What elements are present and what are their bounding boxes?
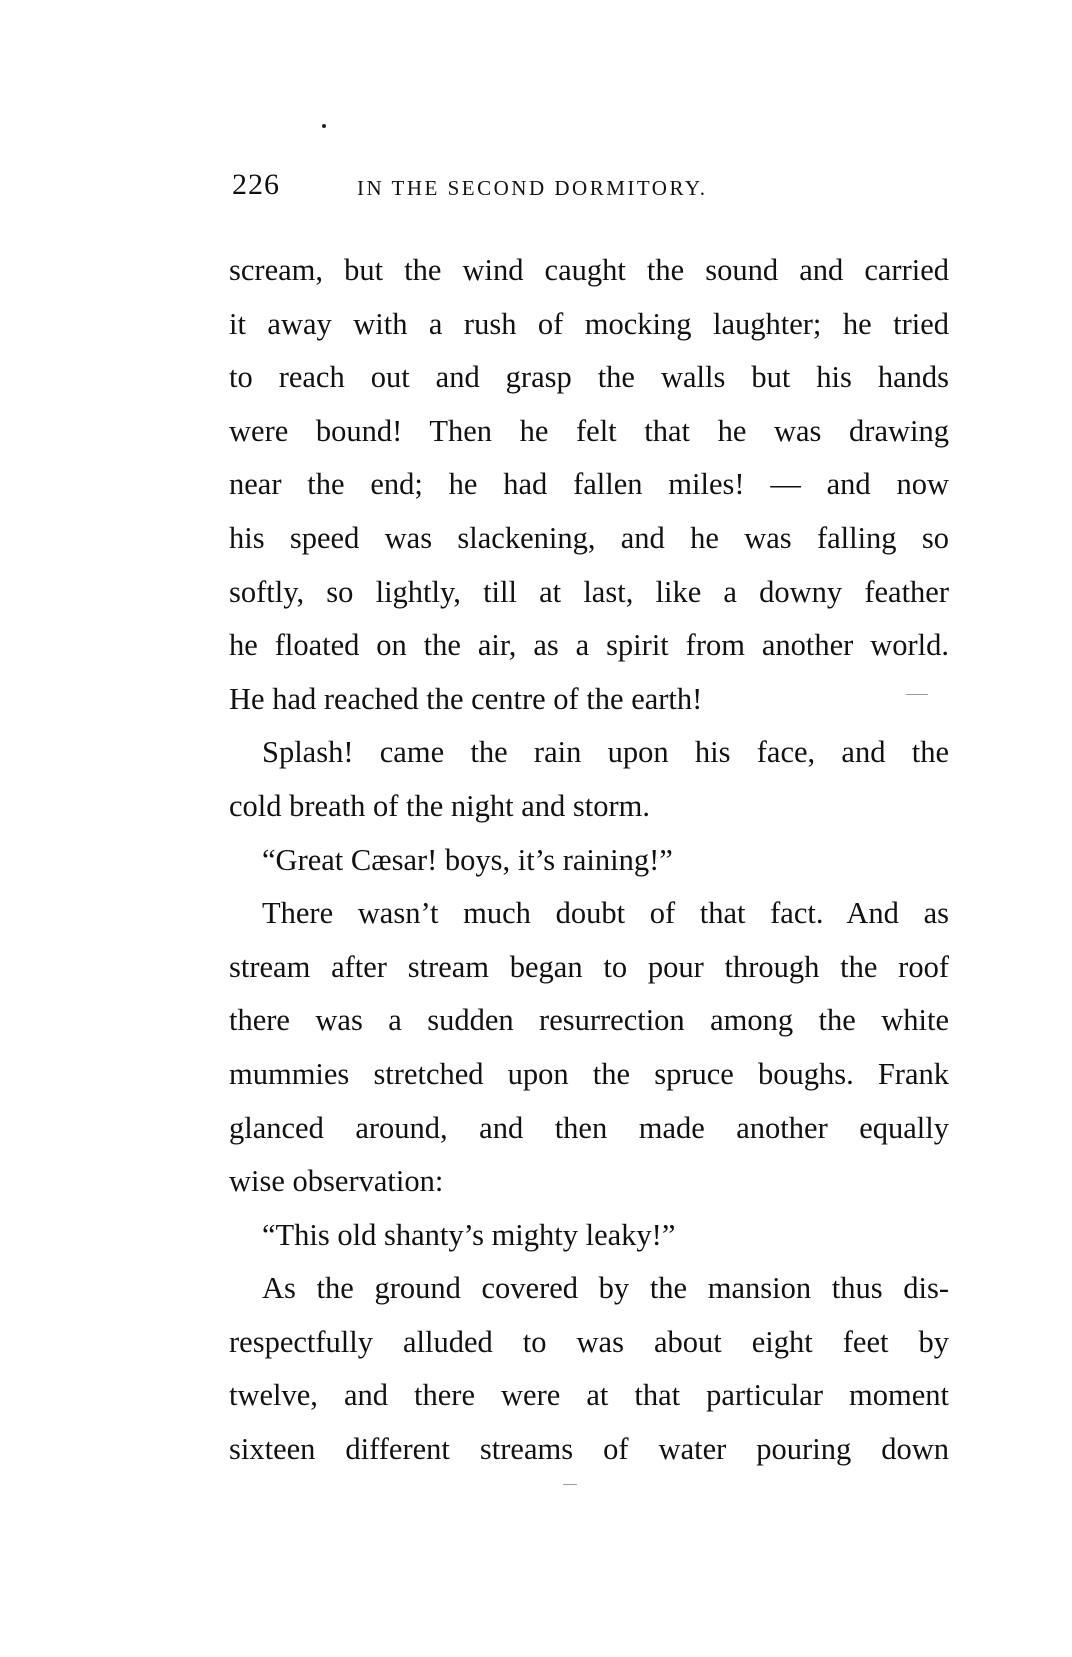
text-line: to reach out and grasp the walls but his hands [229,360,949,395]
text-line: twelve, and there were at that particular moment [229,1378,949,1413]
text-line: softly, so lightly, till at last, like a downy feather [229,574,949,609]
text-line: near the end; he had fallen miles! — and now [229,467,949,502]
page-number: 226 [232,168,280,201]
running-head: IN THE SECOND DORMITORY. [357,176,708,200]
text-line: wise observation: [229,1164,444,1199]
text-line: cold breath of the night and storm. [229,788,650,823]
text-line: As the ground covered by the mansion thus dis- [262,1271,949,1306]
text-line: his speed was slackening, and he was falling so [229,520,949,555]
text-line: “Great Cæsar! boys, it’s raining!” [262,842,673,877]
text-line: it away with a rush of mocking laughter; he tried [229,306,949,341]
body-text [229,244,949,1477]
text-line: were bound! Then he felt that he was drawing [229,413,949,448]
text-line: there was a sudden resurrection among the white [229,1003,949,1038]
ink-speck [322,124,326,128]
text-line: mummies stretched upon the spruce boughs. Frank [229,1056,949,1091]
scan-mark [563,1484,577,1485]
text-line: Splash! came the rain upon his face, and the [262,735,949,770]
page-header [232,168,952,208]
text-line: He had reached the centre of the earth! [229,681,703,716]
text-line: scream, but the wind caught the sound and carried [229,253,949,287]
text-line: he floated on the air, as a spirit from another world. [229,628,949,663]
text-line: stream after stream began to pour through the roof [229,949,949,984]
text-line: There wasn’t much doubt of that fact. And as [262,896,949,931]
text-line: sixteen different streams of water pouring down [229,1432,949,1467]
text-line: glanced around, and then made another equally [229,1110,949,1145]
text-line: “This old shanty’s mighty leaky!” [262,1217,676,1252]
text-line: respectfully alluded to was about eight feet by [229,1324,949,1359]
